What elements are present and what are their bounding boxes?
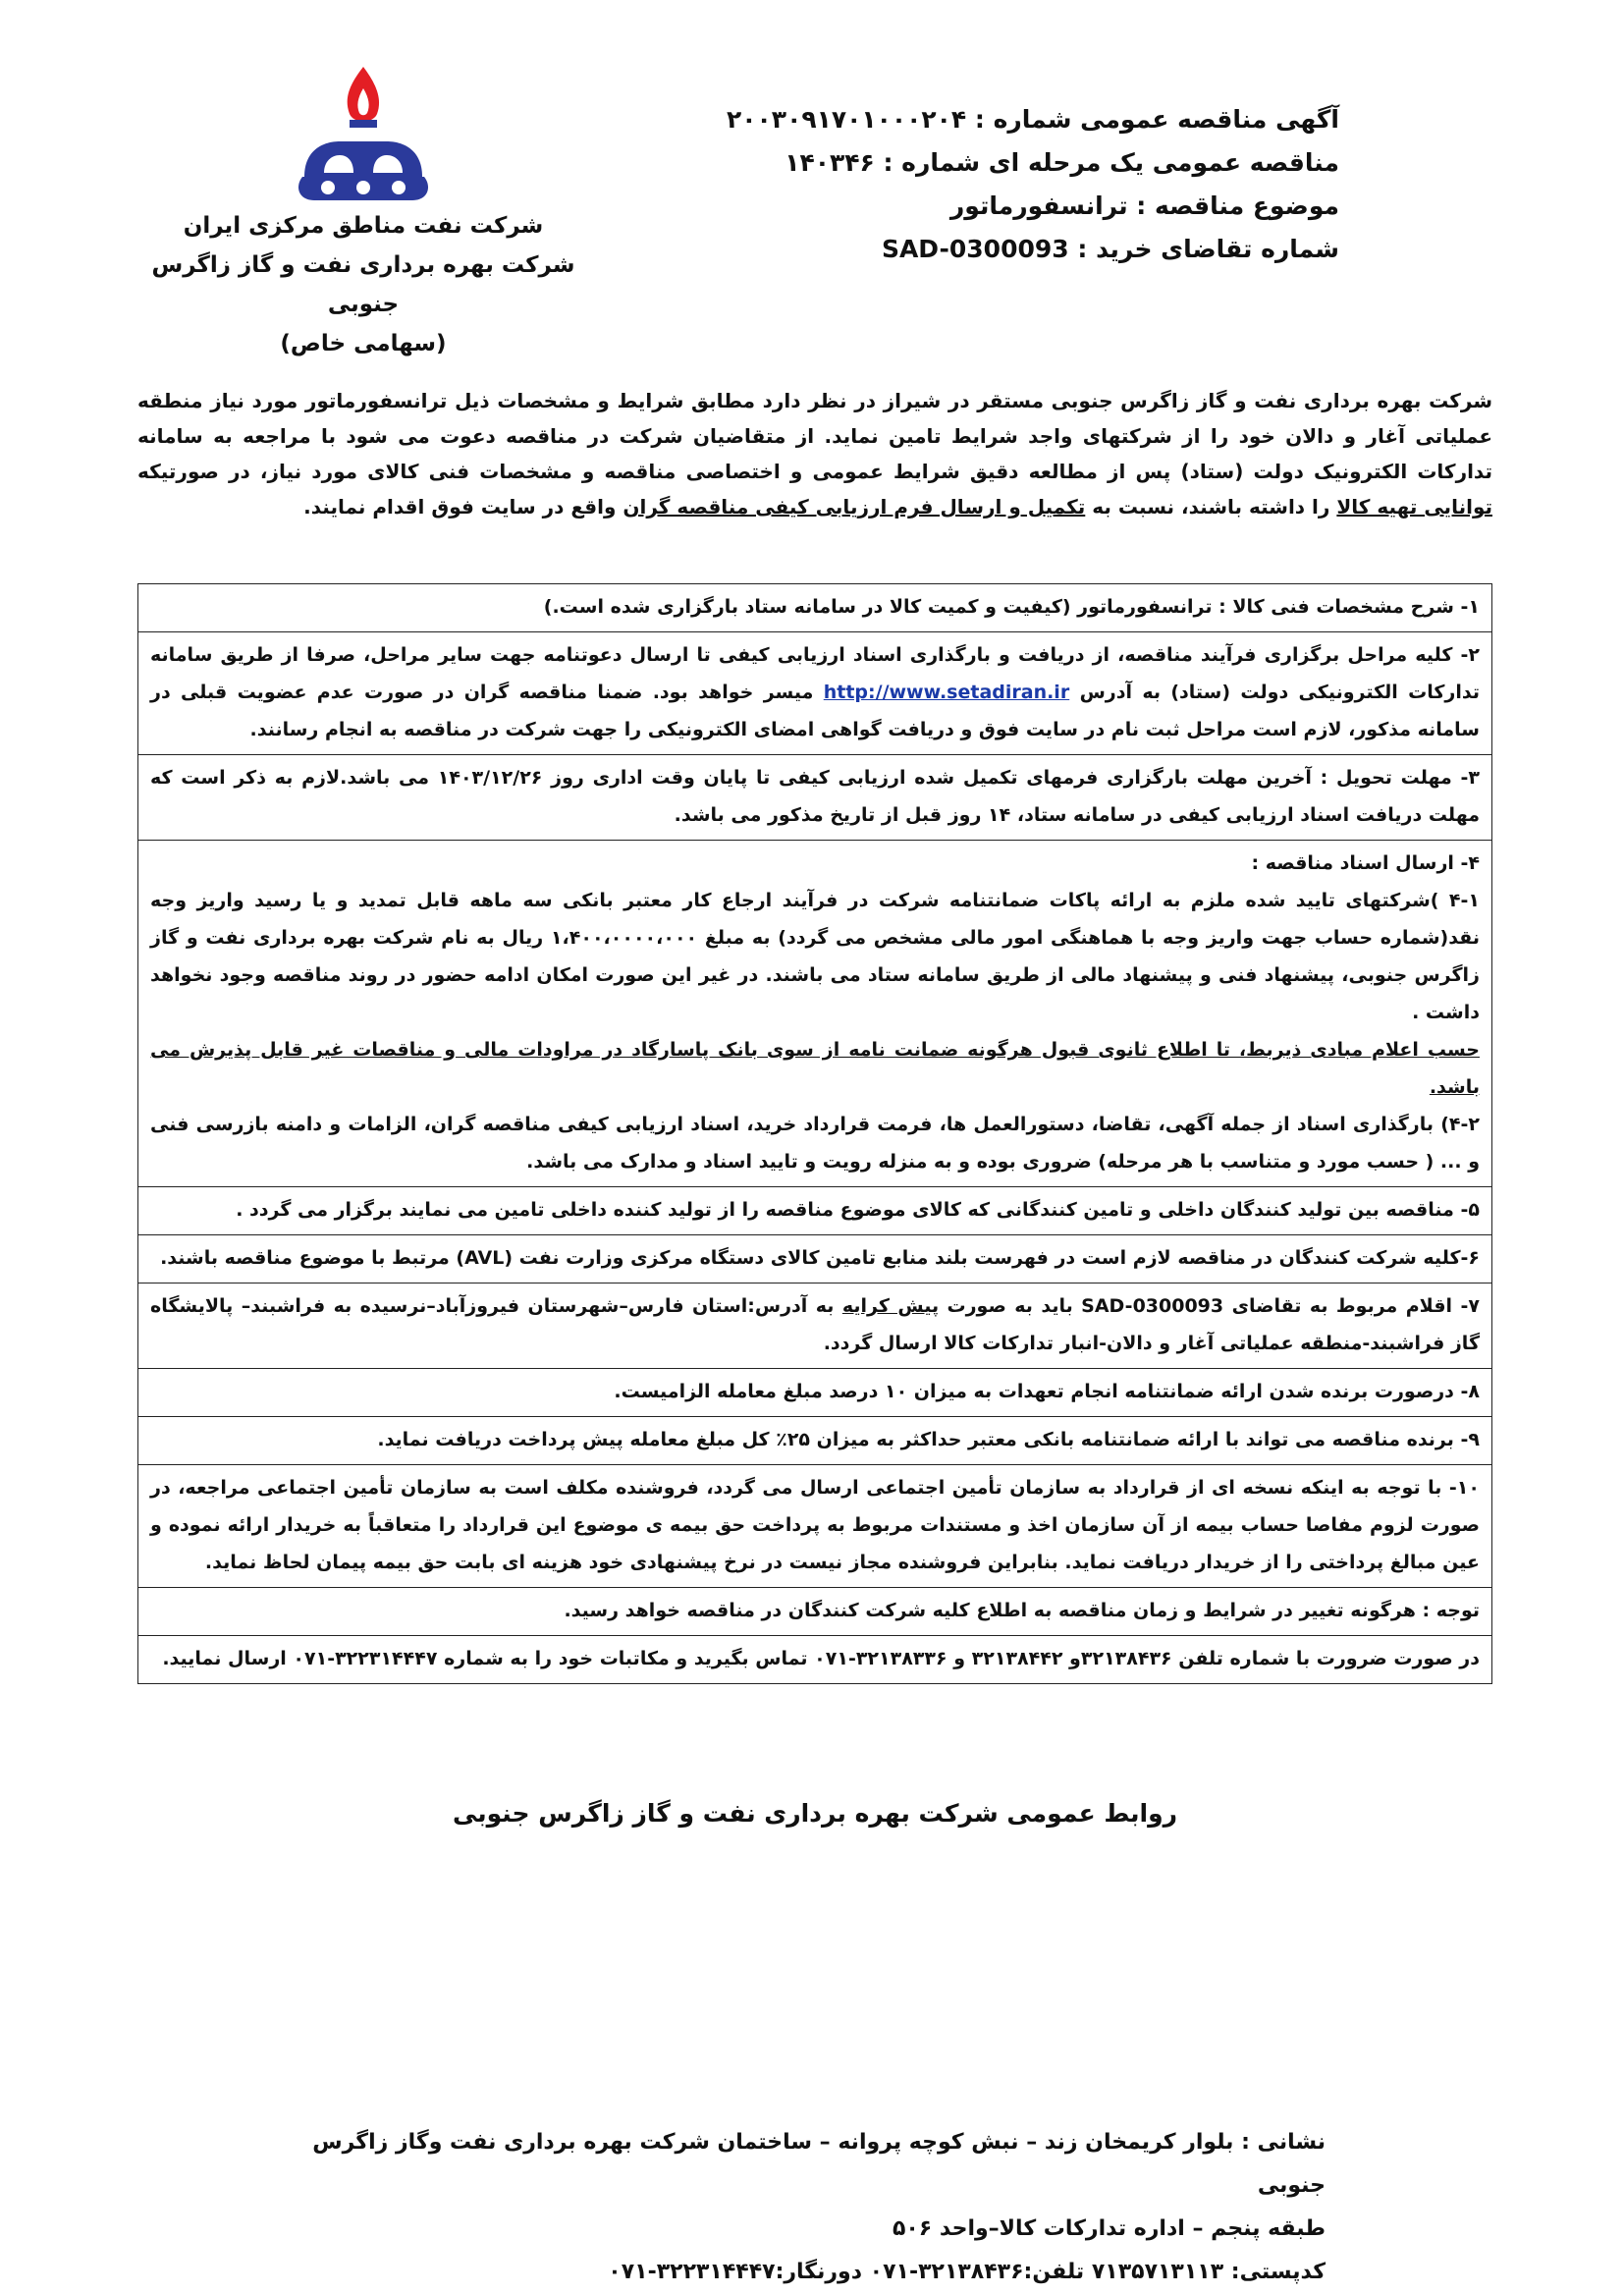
condition-underline-text: پیش کرایه [841,1295,940,1317]
condition-row-contact [138,1635,1491,1683]
purchase-request-number [652,228,1339,271]
public-relations-signature: روابط عمومی شرکت بهره برداری نفت و گاز زاگرس جنوبی [452,1799,1178,1828]
purchase-request-code: SAD-0300093 [881,235,1069,263]
condition-row-6 [138,1234,1491,1283]
condition-text: ۴-۲) بارگذاری اسناد از جمله آگهی، تقاضا، دستورالعمل ها، فرمت قرارداد خرید، اسناد ارزیابی کیفی مناقصه گران، الزامات و دامنه بازرسی فنی و ... ( حسب مورد و متناسب با هر مرحله) ضروری بوده و به منزله رویت و تایید اسناد و مدارک می باشد. [150,1114,1480,1173]
niocc-flame-logo-icon [285,59,442,206]
condition-row-3 [138,754,1491,840]
announcement-number: آگهی مناقصه عمومی شماره : ۲۰۰۳۰۹۱۷۰۱۰۰۰۲۰۴ [727,105,1339,134]
condition-row-1 [138,584,1491,631]
condition-text: در صورت ضرورت با شماره تلفن ۳۲۱۳۸۴۳۶و ۳۲۱۳۸۴۴۲ و ۳۲۱۳۸۳۳۶-۰۷۱ تماس بگیرید و مکاتبات خود را به شماره ۳۲۲۳۱۴۴۴۷-۰۷۱ ارسال نمایید. [162,1648,1480,1669]
condition-row-8 [138,1368,1491,1416]
condition-text: ۹- برنده مناقصه می تواند با ارائه ضمانتنامه بانکی معتبر حداکثر به میزان ۲۵٪ کل مبلغ معامله پیش پرداخت دریافت نماید. [377,1429,1480,1450]
purchase-code-inline: SAD-0300093 [1081,1295,1224,1317]
condition-text: ۱- شرح مشخصات فنی کالا : ترانسفورماتور (کیفیت و کمیت کالا در سامانه ستاد بارگزاری شده است.) [543,596,1480,618]
condition-text [150,636,1480,748]
conditions-table [137,583,1492,1684]
condition-underline-text: حسب اعلام مبادی ذیربط، تا اطلاع ثانوی قبول هرگونه ضمانت نامه از سوی بانک پاسارگاد در مراودات مالی و مناقصات غیر قابل پذیرش می باشد. [150,1039,1480,1098]
tender-number: مناقصه عمومی یک مرحله ای شماره : ۱۴۰۳۴۶ [785,148,1339,177]
address-block [295,2121,1326,2294]
address-line: طبقه پنجم – اداره تدارکات کالا–واحد ۵۰۶ [892,2216,1326,2241]
condition-text-part: ۷- اقلام مربوط به تقاضای [1231,1295,1480,1317]
tender-header [652,98,1339,271]
condition-text: ۴-۱ )شرکتهای تایید شده ملزم به ارائه پاکات ضمانتنامه شرکت در فرآیند ارجاع کار معتبر بانکی سه ماهه قابل تمدید و یا رسید واریز وجه نقد(شماره حساب جهت واریز وجه با هماهنگی امور مالی مشخص می گردد) به مبلغ ۱،۴۰۰،۰۰۰۰،۰۰۰ ریال به نام شرکت بهره برداری نفت و گاز زاگرس جنوبی، پیشنهاد فنی و پیشنهاد مالی از طریق سامانه ستاد می باشند. در غیر این صورت امکان ادامه حضور در روند مناقصه وجود نخواهد داشت . [150,890,1480,1023]
org-type: (سهامی خاص) [280,331,447,356]
purchase-request-label: شماره تقاضای خرید : [1077,235,1339,263]
address-line: کدپستی: ۷۱۳۵۷۱۳۱۱۳ تلفن:۳۲۱۳۸۴۳۶-۰۷۱ دورنگار:۳۲۲۳۱۴۴۴۷-۰۷۱ [608,2260,1326,2284]
condition-row-10 [138,1464,1491,1587]
condition-row-note [138,1587,1491,1635]
condition-text-part: میسر خواهد بود. ضمنا مناقصه گران در صورت عدم عضویت قبلی در سامانه مذکور، لازم است مراحل ثبت نام در سایت فوق و دریافت گواهی امضای الکترونیکی را جهت شرکت در مناقصه به انجام رسانند. [150,682,1480,740]
condition-text: ۶-کلیه شرکت کنندگان در مناقصه لازم است در فهرست بلند منابع تامین کالای دستگاه مرکزی وزارت نفت (AVL) مرتبط با موضوع مناقصه باشند. [160,1247,1480,1269]
condition-text: ۱۰- با توجه به اینکه نسخه ای از قرارداد به سازمان تأمین اجتماعی ارسال می گردد، فروشنده مکلف است به سازمان تأمین اجتماعی مراجعه، در صورت لزوم مفاصا حساب بیمه از آن سازمان اخذ و مستندات مربوط به پرداخت حق بیمه ی موضوع این قرارداد را متعاقباً به خریدار ارائه نموده و عین مبالغ پرداختی را از خریدار دریافت نماید. بنابراین فروشنده مجاز نیست در نرخ پیشنهادی خود هزینه ای بابت حق بیمه پیمان لحاظ نماید. [150,1477,1480,1573]
address-line: نشانی : بلوار کریمخان زند – نبش کوچه پروانه – ساختمان شرکت بهره برداری نفت وگاز زاگرس جنوبی [312,2130,1326,2198]
condition-text: ۵- مناقصه بین تولید کنندگان داخلی و تامین کنندگانی که کالای موضوع مناقصه را از تولید کننده داخلی تامین می نمایند برگزار می گردد . [236,1199,1480,1221]
tender-subject: موضوع مناقصه : ترانسفورماتور [949,191,1339,220]
condition-text [150,1287,1480,1362]
condition-row-9 [138,1416,1491,1464]
org-name-company: شرکت بهره برداری نفت و گاز زاگرس جنوبی [151,252,575,317]
condition-text-part: باید به صورت [947,1295,1073,1317]
condition-title: ۴- ارسال اسناد مناقصه : [1251,852,1480,874]
condition-row-2 [138,631,1491,754]
intro-text-1: شرکت بهره برداری نفت و گاز زاگرس جنوبی مستقر در شیراز در نظر دارد مطابق شرایط و مشخصات ذیل ترانسفورماتور مورد نیاز منطقه عملیاتی آغار و دالان خود را از شرکتهای واجد شرایط تامین نماید. از متقاضیان شرکت در مناقصه دعوت می شود با مراجعه به سامانه تدارکات الکترونیک دولت (ستاد) پس از مطالعه دقیق شرایط عمومی و اختصاصی مناقصه و مشخصات فنی کالای مورد نیاز، در صورتیکه [137,389,1492,483]
condition-text-part: ۲- کلیه مراحل برگزاری فرآیند مناقصه، از دریافت و بارگذاری اسناد ارزیابی کیفی تا ارسال دعوتنامه جهت سایر مراحل، صرفا از طریق سامانه تدارکات الکترونیکی دولت (ستاد) به آدرس [150,644,1480,703]
condition-text: ۸- درصورت برنده شدن ارائه ضمانتنامه انجام تعهدات به میزان ۱۰ درصد مبلغ معامله الزامیست. [614,1381,1480,1402]
condition-row-7 [138,1283,1491,1368]
setadiran-link[interactable]: http://www.setadiran.ir [823,682,1070,703]
intro-paragraph [137,383,1492,524]
condition-text-part: به آدرس:استان فارس–شهرستان فیروزآباد–نرسیده به فراشبند– پالایشگاه گاز فراشبند-منطقه عملیاتی آغار و دالان-انبار تدارکات کالا ارسال گردد. [150,1295,1480,1354]
intro-underline-1: توانایی تهیه کالا [1336,495,1492,519]
condition-row-4 [138,840,1491,1186]
condition-row-5 [138,1186,1491,1234]
intro-text-3: واقع در سایت فوق اقدام نمایند. [303,495,617,519]
org-name-parent: شرکت نفت مناطق مرکزی ایران [183,213,544,239]
intro-underline-2: تکمیل و ارسال فرم ارزیابی کیفی مناقصه گران [623,495,1086,519]
condition-text: توجه : هرگونه تغییر در شرایط و زمان مناقصه به اطلاع کلیه شرکت کنندگان در مناقصه خواهد رسید. [564,1600,1480,1621]
company-header [128,59,599,363]
condition-text: ۳- مهلت تحویل : آخرین مهلت بارگزاری فرمهای تکمیل شده ارزیابی کیفی تا پایان وقت اداری روز ۱۴۰۳/۱۲/۲۶ می باشد.لازم به ذکر است که مهلت دریافت اسناد ارزیابی کیفی در سامانه ستاد، ۱۴ روز قبل از تاریخ مذکور می باشد. [150,767,1480,826]
intro-text-2: را داشته باشند، نسبت به [1092,495,1330,519]
